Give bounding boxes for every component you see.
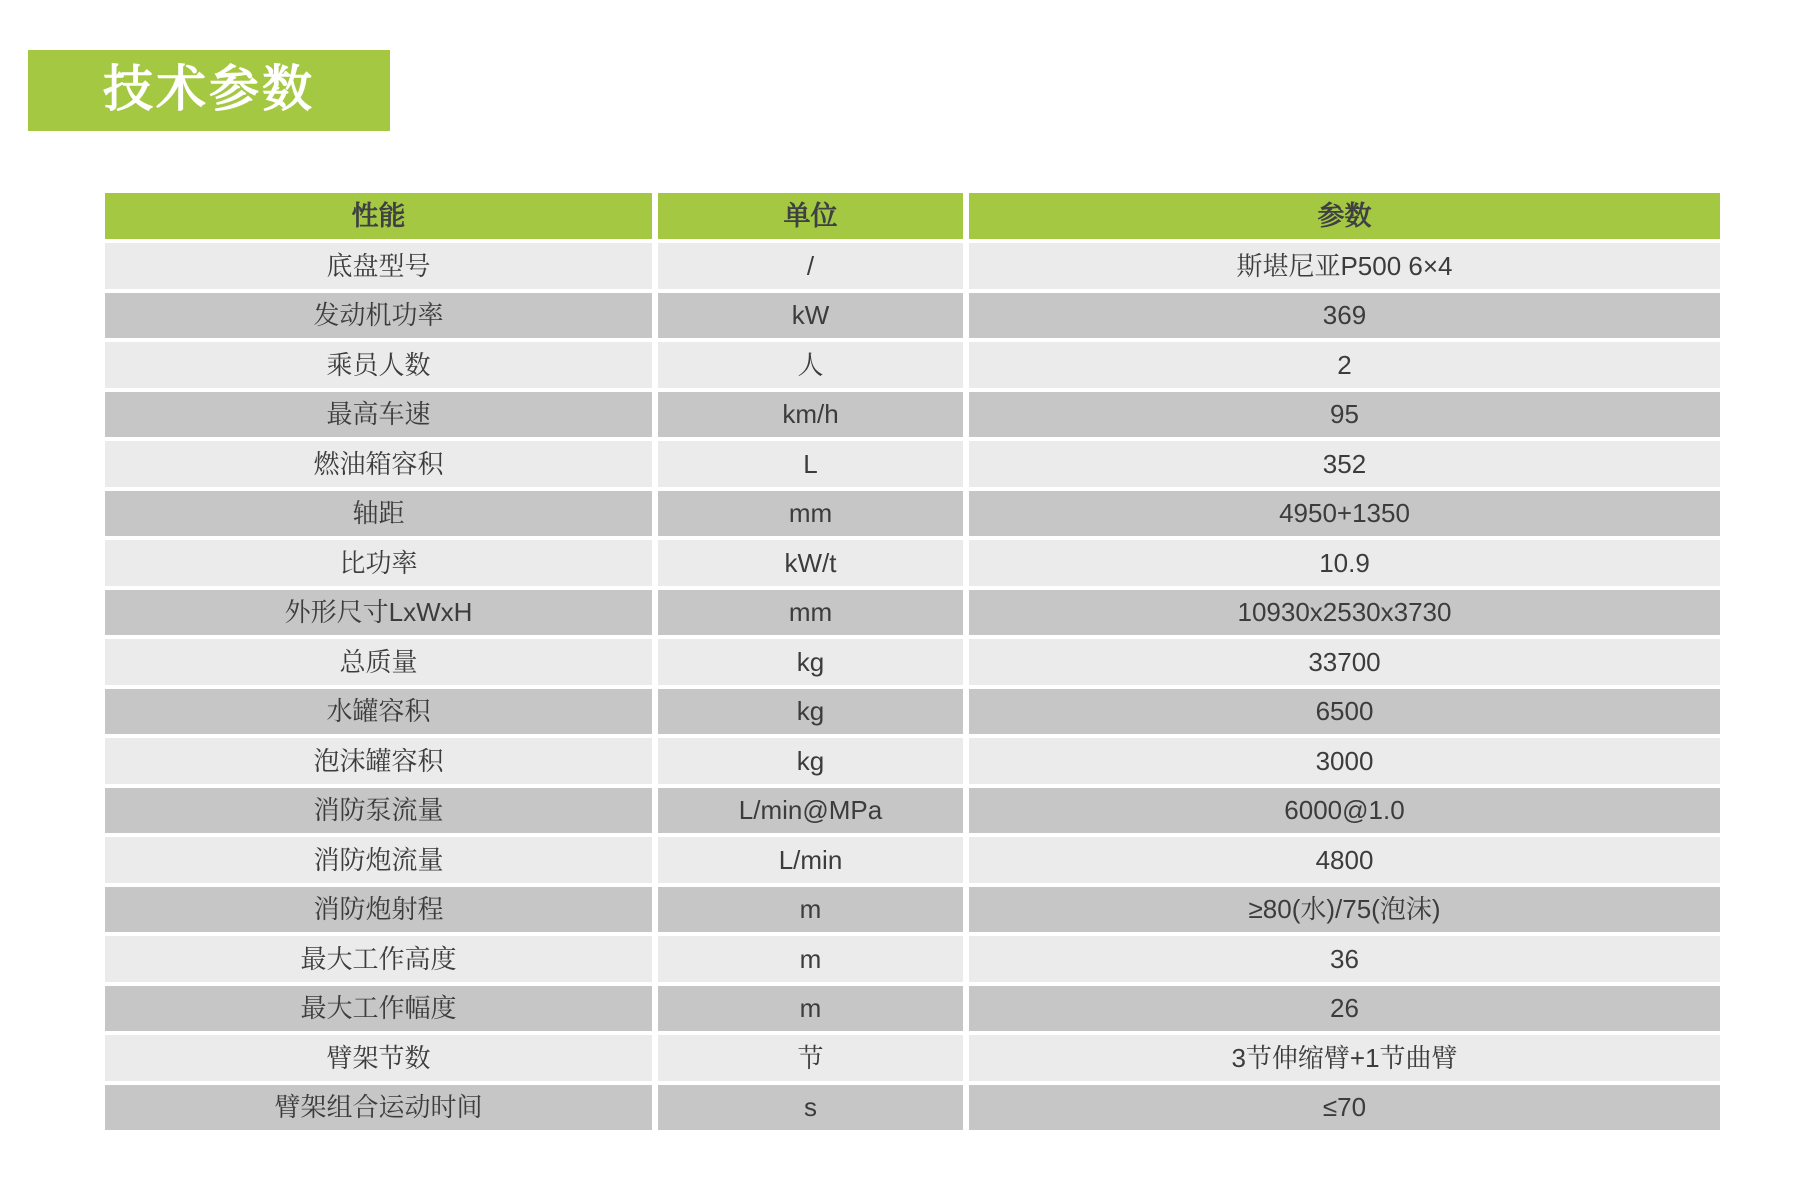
property-cell: 消防炮流量	[105, 837, 652, 883]
property-cell: 发动机功率	[105, 293, 652, 339]
value-cell: 2	[969, 342, 1720, 388]
value-cell: 6500	[969, 689, 1720, 735]
value-cell: 4800	[969, 837, 1720, 883]
column-header-unit: 单位	[658, 193, 963, 239]
value-cell: 369	[969, 293, 1720, 339]
unit-cell: km/h	[658, 392, 963, 438]
unit-cell: /	[658, 243, 963, 289]
property-cell: 底盘型号	[105, 243, 652, 289]
column-header-property: 性能	[105, 193, 652, 239]
unit-cell: s	[658, 1085, 963, 1131]
unit-cell: kW	[658, 293, 963, 339]
value-cell: 36	[969, 936, 1720, 982]
value-cell: 352	[969, 441, 1720, 487]
unit-cell: L	[658, 441, 963, 487]
unit-cell: m	[658, 986, 963, 1032]
property-cell: 最大工作幅度	[105, 986, 652, 1032]
property-cell: 外形尺寸LxWxH	[105, 590, 652, 636]
unit-cell: 节	[658, 1035, 963, 1081]
unit-cell: 人	[658, 342, 963, 388]
value-cell: 3节伸缩臂+1节曲臂	[969, 1035, 1720, 1081]
unit-cell: m	[658, 936, 963, 982]
unit-cell: kW/t	[658, 540, 963, 586]
unit-cell: L/min@MPa	[658, 788, 963, 834]
value-cell: 斯堪尼亚P500 6×4	[969, 243, 1720, 289]
property-cell: 消防炮射程	[105, 887, 652, 933]
unit-cell: mm	[658, 590, 963, 636]
value-cell: 26	[969, 986, 1720, 1032]
value-cell: 3000	[969, 738, 1720, 784]
column-header-value: 参数	[969, 193, 1720, 239]
value-cell: 6000@1.0	[969, 788, 1720, 834]
unit-cell: L/min	[658, 837, 963, 883]
value-cell: 10.9	[969, 540, 1720, 586]
value-cell: 10930x2530x3730	[969, 590, 1720, 636]
property-cell: 比功率	[105, 540, 652, 586]
property-cell: 最高车速	[105, 392, 652, 438]
value-cell: ≤70	[969, 1085, 1720, 1131]
section-title: 技术参数	[103, 60, 315, 117]
spec-table	[105, 193, 1720, 1130]
unit-cell: kg	[658, 639, 963, 685]
section-title-banner	[28, 50, 390, 131]
unit-cell: kg	[658, 738, 963, 784]
property-cell: 泡沫罐容积	[105, 738, 652, 784]
property-cell: 消防泵流量	[105, 788, 652, 834]
value-cell: 4950+1350	[969, 491, 1720, 537]
value-cell: ≥80(水)/75(泡沫)	[969, 887, 1720, 933]
property-cell: 燃油箱容积	[105, 441, 652, 487]
property-cell: 水罐容积	[105, 689, 652, 735]
unit-cell: kg	[658, 689, 963, 735]
unit-cell: m	[658, 887, 963, 933]
property-cell: 总质量	[105, 639, 652, 685]
property-cell: 臂架节数	[105, 1035, 652, 1081]
unit-cell: mm	[658, 491, 963, 537]
value-cell: 33700	[969, 639, 1720, 685]
property-cell: 轴距	[105, 491, 652, 537]
value-cell: 95	[969, 392, 1720, 438]
property-cell: 最大工作高度	[105, 936, 652, 982]
property-cell: 臂架组合运动时间	[105, 1085, 652, 1131]
property-cell: 乘员人数	[105, 342, 652, 388]
